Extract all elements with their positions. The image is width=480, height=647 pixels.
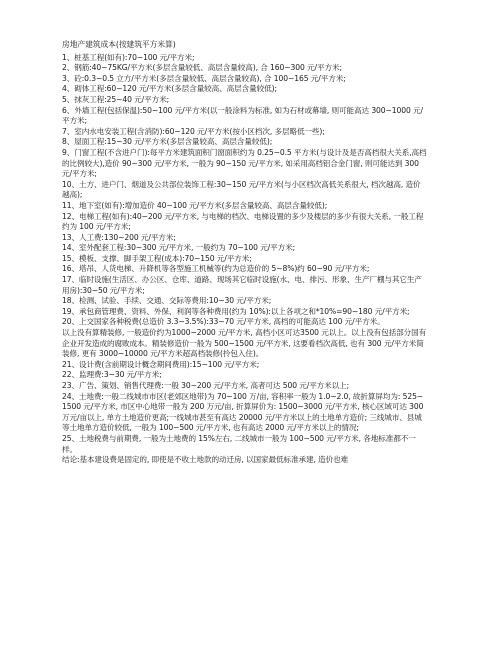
document-body	[62, 53, 427, 466]
paragraph: 6、外墙工程(包括保温):50~100 元/平方米(以一般涂料为标准, 如为石材或幕墙, 则可能高达 300~1000 元/平方米;	[62, 105, 423, 126]
paragraph: 7、室内水电安装工程(含消防):60~120 元/平方米(按小区档次, 多层略低一些);	[62, 126, 325, 136]
paragraph: 9、门窗工程(不含进户门):每平方米建筑面积门窗面积约为 0.25~0.5 平方米(与设计及是否高档很大关系,高档的比例较大),造价 90~300 元/平方米, 一般为 90~150 元/平方米, 如采用高档铝合金门窗, 则可能达到 300 元/平方米;	[62, 147, 427, 179]
paragraph: 2、钢筋:40~75KG/平方米(多层含量较低、高层含量较高), 合 160~300 元/平方米;	[62, 63, 342, 73]
paragraph: 19、承包商管理费、资料、外保、利润等各种费用(约为 10%):以上各项之和*10%=90~180 元/平方米;	[62, 306, 410, 316]
paragraph: 11、地下室(如有):增加造价 40~100 元/平方米(多层含量较高、高层含量较低);	[62, 200, 328, 210]
paragraph: 以上没有算精装修, 一般造价约为1000~2000 元/平方米, 高档小区可达3500 元以上。以上没有包括部分国有企业开发造成的腐败成本。精装修造价一般为 500~1500 元/平方米, 这要看档次高低, 也有 300 元/平方米简装修, 更有 3000~10000 元/平方米超高档装修(拎包入住)。	[62, 328, 427, 359]
paragraph: 结论:基本建设费是固定的, 即使是不收土地款的动迁房, 以国家最低标准承建, 造价也难	[62, 455, 349, 465]
paragraph: 3、砼:0.3~0.5 立方/平方米(多层含量较低、高层含量较高), 合 100~165 元/平方米;	[62, 73, 346, 83]
paragraph: 8、屋面工程:15~30 元/平方米(多层含量较高、高层含量较低);	[62, 137, 273, 147]
paragraph: 17、临时设施(生活区、办公区、仓库、道路、现场其它临时设施(水、电、排污、形象、生产厂棚与其它生产用房):30~50 元/平方米;	[62, 275, 422, 295]
paragraph: 18、检测、试验、手续、交通、交际等费用:10~30 元/平方米;	[62, 296, 272, 306]
paragraph: 15、模板、支撑、脚手架工程(成本):70~150 元/平方米;	[62, 253, 252, 263]
paragraph: 10、土方、进户门、烟道及公共部位装饰工程:30~150 元/平方米(与小区档次高低关系很大, 档次越高, 造价越高);	[62, 179, 421, 200]
paragraph: 22、监理费:3~30 元/平方米;	[62, 370, 162, 380]
paragraph: 21、设计费(含前期设计概念期间费用):15~100 元/平方米;	[62, 359, 260, 369]
paragraph: 20、上交国家各种税费(总造价 3.3~3.5%):33~70 元/平方米, 高档的可能高达 100 元/平方米。	[62, 317, 385, 327]
paragraph: 25、土地税费与前期费, 一般为土地费的 15%左右, 二线城市一般为 100~500 元/平方米, 各地标准都不一样。	[62, 433, 416, 454]
paragraph: 12、电梯工程(如有):40~200 元/平方米, 与电梯的档次、电梯设置的多少及楼层的多少有很大关系, 一般工程约为 100 元/平方米;	[62, 211, 424, 232]
paragraph: 24、土地费:一般二线城市市区(老郊区地带)为 70~100 万/亩, 容积率一般为 1.0~2.0, 故折算屏均为: 525~1500 元/平方米, 市区中心地带一般为 200 万元/亩, 折算屏价为: 1500~3000 元/平方米, 核心区域可达 300 万元/亩以上, 单方土地造价更高;一线城市甚至有高达 20000 元/平方米以上的土地单方造价; 三线城市、县城等土地单方造价较低, 一般为 100~500 元/平方米, 也有高达 2000 元/平方米以上的情况;	[62, 391, 424, 433]
paragraph: 14、室外配套工程:30~300 元/平方米, 一般约为 70~100 元/平方米;	[62, 243, 296, 253]
paragraph: 16、塔吊、人货电梯、升降机等各型施工机械等(约为总造价的 5~8%)约 60~90 元/平方米;	[62, 264, 370, 274]
paragraph: 4、砌体工程:60~120 元/平方米(多层含量较高、高层含量较低);	[62, 84, 277, 94]
document-title: 房地产建筑成本(按建筑平方米算)	[62, 40, 176, 49]
paragraph: 23、广告、策划、销售代理费:一般 30~200 元/平方米, 高者可达 500 元/平方米以上;	[62, 381, 350, 390]
paragraph: 1、桩基工程(如有):70~100 元/平方米;	[62, 52, 195, 62]
paragraph: 13、人工费:130~200 元/平方米;	[62, 232, 176, 242]
paragraph: 5、抹灰工程:25~40 元/平方米;	[62, 94, 170, 104]
document-page	[62, 40, 427, 466]
